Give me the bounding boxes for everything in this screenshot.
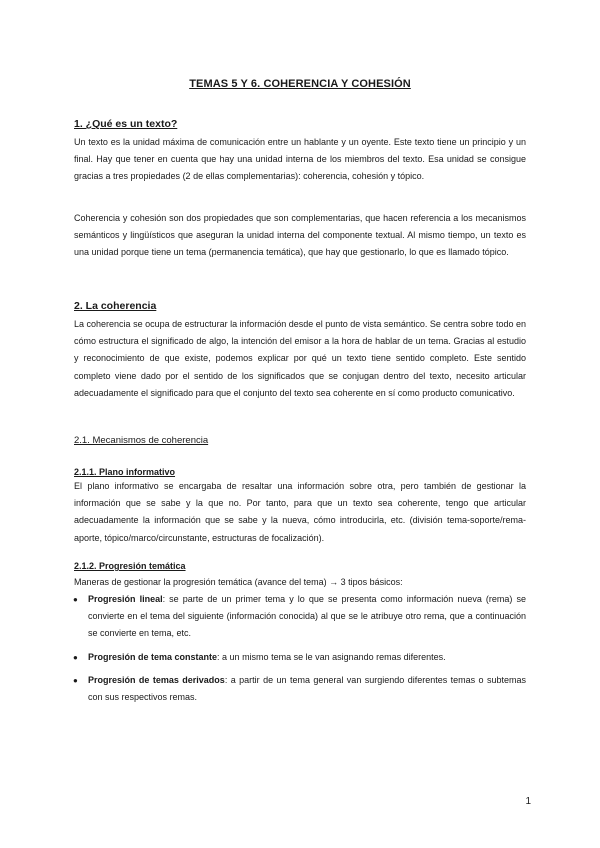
section-2-1-heading: 2.1. Mecanismos de coherencia (74, 435, 209, 446)
section-1-heading: 1. ¿Qué es un texto? (74, 118, 178, 130)
section-2-1-1-heading: 2.1.1. Plano informativo (74, 467, 176, 477)
section-2-heading: 2. La coherencia (74, 300, 157, 312)
section-2-1-1-paragraph: El plano informativo se encargaba de resaltar una información sobre otra, pero también de gestionar la información que se sabe y la que no. Por tanto, para que un texto sea coherente, tengo que articular adecuadamente la información que se sabe y la nueva, cómo introducirla, etc. (división tema-soporte/rema-aporte, tópico/marco/circunstante, estructuras de focalización). (74, 481, 526, 543)
list-item: ● Progresión de temas derivados: a partir de un tema general van surgiendo diferentes temas o subtemas con sus respectivos remas. (74, 672, 526, 706)
list-item: ● Progresión de tema constante: a un mismo tema se le van asignando remas diferentes. (74, 649, 526, 666)
section-2-paragraph-1: La coherencia se ocupa de estructurar la información desde el punto de vista semántico. Se centra sobre todo en cómo estructura el significado de algo, la intención del emisor a la hora de hablar de un tema. Gracias al estudio y reconocimiento de que existe, podemos explicar por qué un texto tiene sentido completo. Este sentido completo viene dado por el sentido de los significados que se conjugan dentro del texto, necesito articular adecuadamente el significado para que el conjunto del texto sea coherente en sí como producto comunicativo. (74, 319, 526, 398)
page-number: 1 (525, 796, 531, 807)
section-2-1-2-intro: Maneras de gestionar la progresión temática (avance del tema) → 3 tipos básicos: (74, 577, 403, 587)
section-2-1-2-heading: 2.1.2. Progresión temática (74, 561, 186, 571)
bullet-icon: ● (73, 595, 78, 604)
bullet-icon: ● (73, 652, 78, 662)
progression-list (74, 591, 526, 706)
section-1-paragraph-1: Un texto es la unidad máxima de comunicación entre un hablante y un oyente. Este texto tiene un principio y un final. Hay que tener en cuenta que hay una unidad interna de los miembros del texto. Esa unidad se consigue gracias a tres propiedades (2 de ellas complementarias): coherencia, cohesión y tópico. (74, 137, 526, 182)
bullet-icon: ● (73, 675, 78, 685)
document-title: TEMAS 5 Y 6. COHERENCIA Y COHESIÓN (189, 78, 411, 90)
section-1-paragraph-2: Coherencia y cohesión son dos propiedades que son complementarias, que hacen referencia a los mecanismos semánticos y lingüísticos que aseguran la unidad interna del componente textual. Al mismo tiempo, un texto es una unidad porque tiene un tema (permanencia temática), que hay que gestionarlo, lo que es llamado tópico. (74, 213, 526, 258)
list-item: ● Progresión lineal: se parte de un primer tema y lo que se presenta como información nueva (rema) se convierte en el tema del siguiente (información conocida) al que se le atribuye otro rema, que a continuación se convierte en tema, etc. (74, 591, 526, 643)
